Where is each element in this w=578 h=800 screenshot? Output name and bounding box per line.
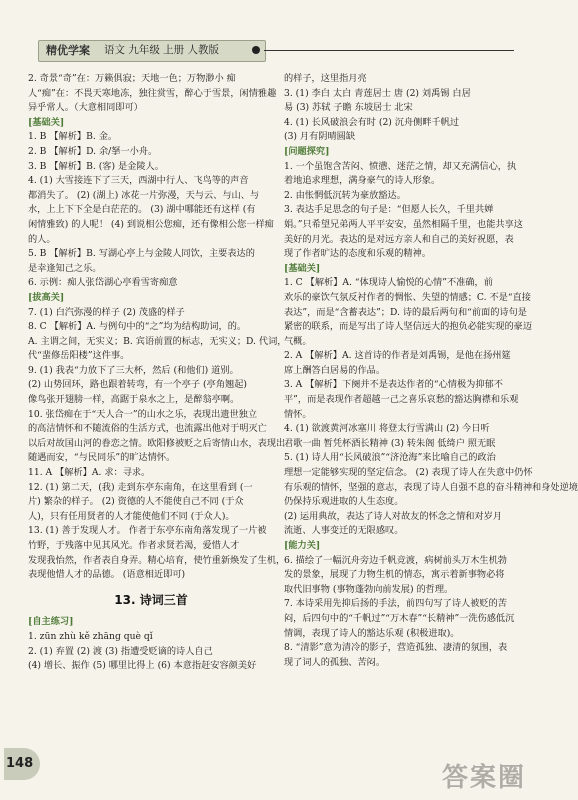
text-line: 1. zūn zhù kě zhāng què qǐ [28, 630, 153, 642]
text-line: 的高洁情怀和不随流俗的生活方式，也流露出他对于明灭亡 [28, 423, 267, 435]
text-line: 都消失了。 (2) (湖上) 冰花一片弥漫，天与云、与山、与 [28, 189, 260, 201]
header-book-info: 语文 九年级 上册 人教版 [104, 44, 220, 56]
text-line: (4) 增长、振作 (5) 哪里比得上 (6) 本意指赶安容颜美好 [28, 660, 257, 672]
text-line: 表达”，而是“含蓄表达”；D. 诗的最后两句和“前面的诗句是 [284, 306, 527, 318]
text-line: 1. C 【解析】A. “体现诗人愉悦的心情”不准确，前 [284, 277, 493, 289]
section-title: 13. 诗词三首 [114, 592, 188, 607]
text-line: 是幸逢知己之乐。 [28, 262, 102, 274]
text-line: 7. (1) 白汽弥漫的样子 (2) 茂盛的样子 [28, 306, 185, 318]
text-line: (2) 运用典故，表达了诗人对故友的怀念之情和对岁月 [284, 510, 503, 522]
text-line: 席上酬答白居易的作品。 [284, 364, 386, 376]
text-line: 随遇而安，“与民同乐”的旷达情怀。 [28, 452, 176, 464]
text-line: 人“痴”在：不畏天寒地冻，独往赏雪，醉心于雪景，闲情雅趣 [28, 87, 277, 99]
text-line: 片) 繁杂的样子。 (2) 资德的人不能使自己不同 (于众 [28, 496, 244, 508]
text-line: 娟。”只希望兄弟两人平平安安，虽然相隔千里，也能共享这 [284, 218, 523, 230]
text-line: 水，上上下下全是白茫茫的。 (3) 湖中哪能还有这样 (有 [28, 204, 256, 216]
text-line: 有乐观的情怀，坚强的意志，表现了诗人自强不息的奋斗精神和身处逆境 [284, 481, 578, 493]
text-line: 12. (1) 第二天，(我) 走到东亭东南角，在这里看到 (一 [28, 481, 253, 493]
text-line: 发的景象，展现了力物生机的情态，寓示着新事物必将 [284, 569, 505, 581]
page-header [0, 30, 534, 70]
text-line: 4. (1) 欲渡黄河冰塞川 将登太行雪满山 (2) 今日听 [284, 423, 490, 435]
text-line: 的样子，这里指月亮 [284, 73, 367, 84]
text-line: 取代旧事物 (事物蓬勃向前发展) 的哲理。 [284, 583, 454, 595]
text-line: 君歌一曲 暂凭杯酒长精神 (3) 转朱阁 低绮户 照无眠 [284, 437, 496, 449]
text-line: 3. (1) 李白 太白 青莲居士 唐 (2) 刘禹锡 白居 [284, 87, 471, 99]
text-line: 气概。 [284, 335, 312, 347]
text-line: 1. 一个虽饱含苦闷、愤懑、迷茫之情，却又充满信心，执 [284, 160, 517, 172]
section-label: [基础关] [28, 116, 65, 128]
right-column [284, 72, 578, 670]
text-line: (3) 月有阴晴圆缺 [284, 131, 356, 143]
text-line: 欢乐的豪饮气氛反衬作者的惆怅、失望的情感；C. 不是“直接 [284, 291, 531, 303]
watermark-logo: 答案圈 [441, 763, 526, 793]
text-line: 紧密的联系，而是写出了诗人坚信远大的抱负必能实现的豪迈 [284, 321, 533, 333]
text-line: 表现他惜人才的品德。 (语意相近即可) [28, 569, 186, 581]
section-label: [拔高关] [28, 291, 65, 303]
text-line: 仍保持乐观进取的人生态度。 [284, 496, 404, 508]
section-label: [基础关] [284, 262, 321, 274]
text-line: 2. (1) 弃置 (2) 渡 (3) 指遭受贬谪的诗人自己 [28, 645, 213, 657]
text-line: 7. 本诗采用先抑后扬的手法，前四句写了诗人被贬的苦 [284, 598, 507, 610]
text-line: 13. (1) 善于发现人才。 作者于东亭东南角落发现了一片被 [28, 525, 267, 537]
section-label: [自主练习] [28, 616, 74, 628]
text-line: 3. B 【解析】B. (客) 是金陵人。 [28, 160, 164, 172]
text-line: 6. 描绘了一幅沉舟旁边千帆竞渡，病树前头万木生机勃 [284, 554, 507, 566]
text-line: 发现我怡然，作者表自身弄。精心培育，使竹重新焕发了生机， [28, 554, 286, 566]
text-line: 11. A 【解析】A. 求：寻求。 [28, 467, 151, 479]
text-line: 6. 示例：痴人张岱湖心亭看雪寄痴意 [28, 277, 178, 289]
text-line: 着地追求理想，满身豪气的诗人形象。 [284, 175, 441, 187]
text-line: 8. C 【解析】A. 与例句中的“之”均为结构助词，的。 [28, 321, 247, 333]
text-line: 异乎常人。（大意相同即可） [28, 102, 143, 114]
text-line: 以后对故国山河的眷恋之情。欧阳修被贬之后寄情山水，表现出 [28, 437, 286, 449]
text-line: 1. B 【解析】B. 金。 [28, 131, 118, 143]
section-label: [能力关] [284, 540, 321, 551]
text-line: 现了词人的孤独、苦闷。 [284, 656, 386, 668]
text-line: 现了作者旷达的态度和乐观的精神。 [284, 248, 431, 260]
text-line: 像鸟张开翅膀一样，高踞于泉水之上，是醉翁亭啊。 [28, 394, 240, 406]
text-line: 10. 张岱痴在于“天人合一”的山水之乐，表现出遗世独立 [28, 408, 258, 420]
text-line: 3. 表达手足思念的句子是：“但愿人长久，千里共婵 [284, 204, 494, 216]
text-line: 情怀。 [284, 408, 312, 420]
text-line: 闷，后四句中的“千帆过”“万木春”“长精神”一洗伤感低沉 [284, 612, 515, 624]
text-line: 4. (1) 大雪接连下了三天，西湖中行人、飞鸟等的声音 [28, 175, 249, 187]
text-line: 易 (3) 苏轼 子瞻 东坡居士 北宋 [284, 102, 413, 114]
text-line: 5. B 【解析】B. 写湖心亭上与金陵人同饮，主要表达的 [28, 248, 255, 260]
text-line: 代“蜚修岳阳楼”这件事。 [28, 350, 130, 362]
text-line: (2) 山势回环，路也跟着转弯，有一个亭子 (亭角翘起) [28, 379, 247, 391]
text-line: 的人。 [28, 233, 56, 245]
text-line: 4. (1) 长风破浪会有时 (2) 沉舟侧畔千帆过 [284, 116, 460, 128]
text-line: A. 主谓之间，无实义；B. 宾语前置的标志，无实义；D. 代词， [28, 335, 287, 347]
text-line: 5. (1) 诗人用“长风破浪”“济沧海”来比喻自己的政治 [284, 452, 496, 464]
text-line: 2. B 【解析】D. 余/拏一小舟。 [28, 145, 158, 157]
left-column [28, 72, 287, 674]
text-line: 平”，而是表现作者超越一己之喜乐哀愁的豁达胸襟和乐观 [284, 394, 519, 406]
text-line: 情调，表现了诗人的豁达乐观 (积极进取)。 [284, 627, 460, 639]
text-line: 人)，只有任用贤者的人才能使他们不同 (于众人)。 [28, 510, 235, 522]
text-line: 闲情雅致) 的人呢！ (4) 到说相公您痴，还有像相公您一样痴 [28, 218, 274, 230]
text-line: 3. A 【解析】下阕并不是表达作者的“心情极为抑郁不 [284, 379, 503, 391]
section-label: [问题探究] [284, 145, 330, 157]
header-brand: 精优学案 [46, 44, 90, 57]
text-line: 美好的月光。表达的是对远方亲人和自己的美好祝愿，表 [284, 233, 514, 245]
text-line: 9. (1) 我表“力放下了三大杯，然后 (和他们) 道别。 [28, 364, 239, 376]
text-line: 理想一定能够实现的坚定信念。 (2) 表现了诗人在失意中仍怀 [284, 467, 533, 479]
header-dot [252, 46, 260, 54]
header-rule [264, 50, 514, 51]
page-number: 148 [6, 756, 34, 771]
text-line: 8. “清影”意为清冷的影子，营造孤独、凄清的氛围，表 [284, 642, 508, 654]
text-line: 流逝、人事变迁的无限感叹。 [284, 525, 404, 537]
text-line: 2. 由怅惘低沉转为豪放豁达。 [284, 189, 406, 201]
text-line: 竹野，于残落中见其风光。作者求贤若渴，爱惜人才 [28, 540, 240, 551]
text-line: 2. A 【解析】A. 这首诗的作者是刘禹锡，是他在扬州筵 [284, 350, 511, 362]
text-line: 2. 奇景“奇”在：万籁俱寂；天地一色；万物渺小 痴 [28, 73, 236, 84]
